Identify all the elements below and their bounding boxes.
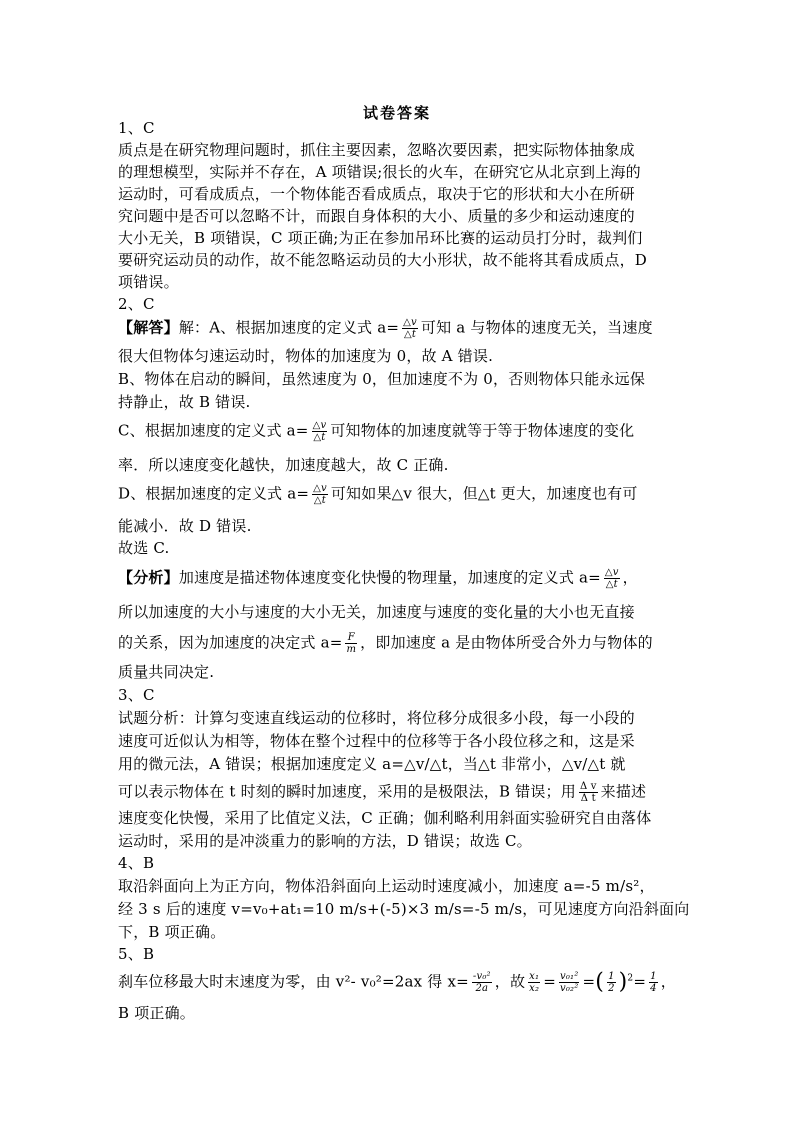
q4-line: 下，B 项正确。 xyxy=(118,923,226,941)
q1-line: 究问题中是否可以忽略不计，而跟自身体积的大小、质量的多少和运动速度的 xyxy=(118,207,635,225)
q4-line: 取沿斜面向上为正方向，物体沿斜面向上运动时速度减小，加速度 a=-5 m/s²， xyxy=(118,877,655,895)
q1-line: 运动时，可看成质点，一个物体能否看成质点，取决于它的形状和大小在所研 xyxy=(118,185,635,203)
q2-line: 【分析】加速度是描述物体速度变化快慢的物理量，加速度的定义式 a= $\frac{\triangle v}{\triangle t}$ ， xyxy=(118,567,638,590)
solution-label: 【解答】 xyxy=(118,318,179,337)
q2-line: 持静止，故 B 错误. xyxy=(118,393,251,411)
page-title: 试卷答案 xyxy=(362,104,431,122)
q3-line: 试题分析：计算匀变速直线运动的位移时，将位移分成很多小段，每一小段的 xyxy=(118,709,635,727)
q2-number: 2、C xyxy=(118,295,155,313)
fraction: $\frac{\triangle v}{\triangle t}$ xyxy=(313,483,327,506)
q5-line: 刹车位移最大时末速度为零，由 v²- v₀²=2ax 得 x= $\frac{\text{-v₀²}}{2a}$ ，故 $\frac{\text{x₁}}{\text{x₂}}$ = $\frac{\text{v₀₁²}}{\text{v₀₂²}}$ =( $\frac{1}{2}$ )$^2$= $\frac{1}{4}$ ， xyxy=(118,969,676,995)
q2-line: 故选 C. xyxy=(118,539,170,557)
fraction: $\frac{\text{v₀₁²}}{\text{v₀₂²}}$ xyxy=(560,971,579,994)
q3-line: 运动时，采用的是冲淡重力的影响的方法，D 错误；故选 C。 xyxy=(118,832,532,850)
q3-number: 3、C xyxy=(118,686,155,704)
q2-line: C、根据加速度的定义式 a= $\frac{\triangle v}{\triangle t}$ 可知物体的加速度就等于等于物体速度的变化 xyxy=(118,420,635,443)
q1-line: 项错误。 xyxy=(118,273,179,291)
q2-line: 率．所以速度变化越快，加速度越大，故 C 正确. xyxy=(118,456,449,474)
q4-line: 经 3 s 后的速度 v=v₀+at₁=10 m/s+(-5)×3 m/s=-5 m/s，可见速度方向沿斜面向 xyxy=(118,900,690,918)
q5-number: 5、B xyxy=(118,945,155,963)
fraction: $\frac{\triangle v}{\triangle t}$ xyxy=(604,567,619,590)
q3-line: 可以表示物体在 t 时刻的瞬时加速度，采用的是极限法，B 错误；用 $\frac{\text{Δ v}}{\text{Δ t}}$ 来描述 xyxy=(118,781,647,804)
q1-line: 的理想模型，实际并不存在，A 项错误;很长的火车，在研究它从北京到上海的 xyxy=(118,163,641,181)
q5-line: B 项正确。 xyxy=(118,1004,195,1022)
q2-line: D、根据加速度的定义式 a= $\frac{\triangle v}{\triangle t}$ 可知如果△v 很大，但△t 更大，加速度也有可 xyxy=(118,483,638,506)
q3-line: 速度可近似认为相等，物体在整个过程中的位移等于各小段位移之和，这是采 xyxy=(118,732,635,750)
q2-line: B、物体在启动的瞬间，虽然速度为 0，但加速度不为 0，否则物体只能永远保 xyxy=(118,370,646,388)
q2-line: 质量共同决定. xyxy=(118,663,215,681)
q1-line: 大小无关，B 项错误，C 项正确;为正在参加吊环比赛的运动员打分时，裁判们 xyxy=(118,229,643,247)
q1-number: 1、C xyxy=(118,119,155,137)
fraction: $\frac{\text{Δ v}}{\text{Δ t}}$ xyxy=(579,781,597,804)
fraction: $\frac{\triangle v}{\triangle t}$ xyxy=(403,317,417,340)
q1-line: 要研究运动员的动作，故不能忽略运动员的大小形状，故不能将其看成质点，D xyxy=(118,251,648,269)
q2-line: 【解答】解：A、根据加速度的定义式 a= $\frac{\triangle v}{\triangle t}$ 可知 a 与物体的速度无关，当速度 xyxy=(118,317,653,340)
q3-line: 速度变化快慢，采用了比值定义法，C 正确；伽利略利用斜面实验研究自由落体 xyxy=(118,809,652,827)
q3-line: 用的微元法，A 错误；根据加速度定义 a=△v/△t，当△t 非常小，△v/△t 就 xyxy=(118,755,626,773)
analysis-label: 【分析】 xyxy=(118,568,179,587)
fraction: $\frac{1}{2}$ xyxy=(608,971,615,994)
fraction: $\frac{1}{4}$ xyxy=(650,971,657,994)
fraction: $\frac{\text{x₁}}{\text{x₂}}$ xyxy=(529,971,540,994)
q1-line: 质点是在研究物理问题时，抓住主要因素，忽略次要因素，把实际物体抽象成 xyxy=(118,141,635,159)
q2-line: 所以加速度的大小与速度的大小无关，加速度与速度的变化量的大小也无直接 xyxy=(118,603,635,621)
fraction: $\frac{\triangle v}{\triangle t}$ xyxy=(312,420,327,443)
fraction: $\frac{F}{m}$ xyxy=(346,632,357,655)
q2-line: 能减小．故 D 错误. xyxy=(118,517,252,535)
q4-number: 4、B xyxy=(118,854,155,872)
q2-line: 的关系，因为加速度的决定式 a= $\frac{F}{m}$ ，即加速度 a 是由物体所受合外力与物体的 xyxy=(118,632,653,655)
fraction: $\frac{\text{-v₀²}}{2a}$ xyxy=(472,971,491,994)
q2-line: 很大但物体匀速运动时，物体的加速度为 0，故 A 错误. xyxy=(118,347,494,365)
